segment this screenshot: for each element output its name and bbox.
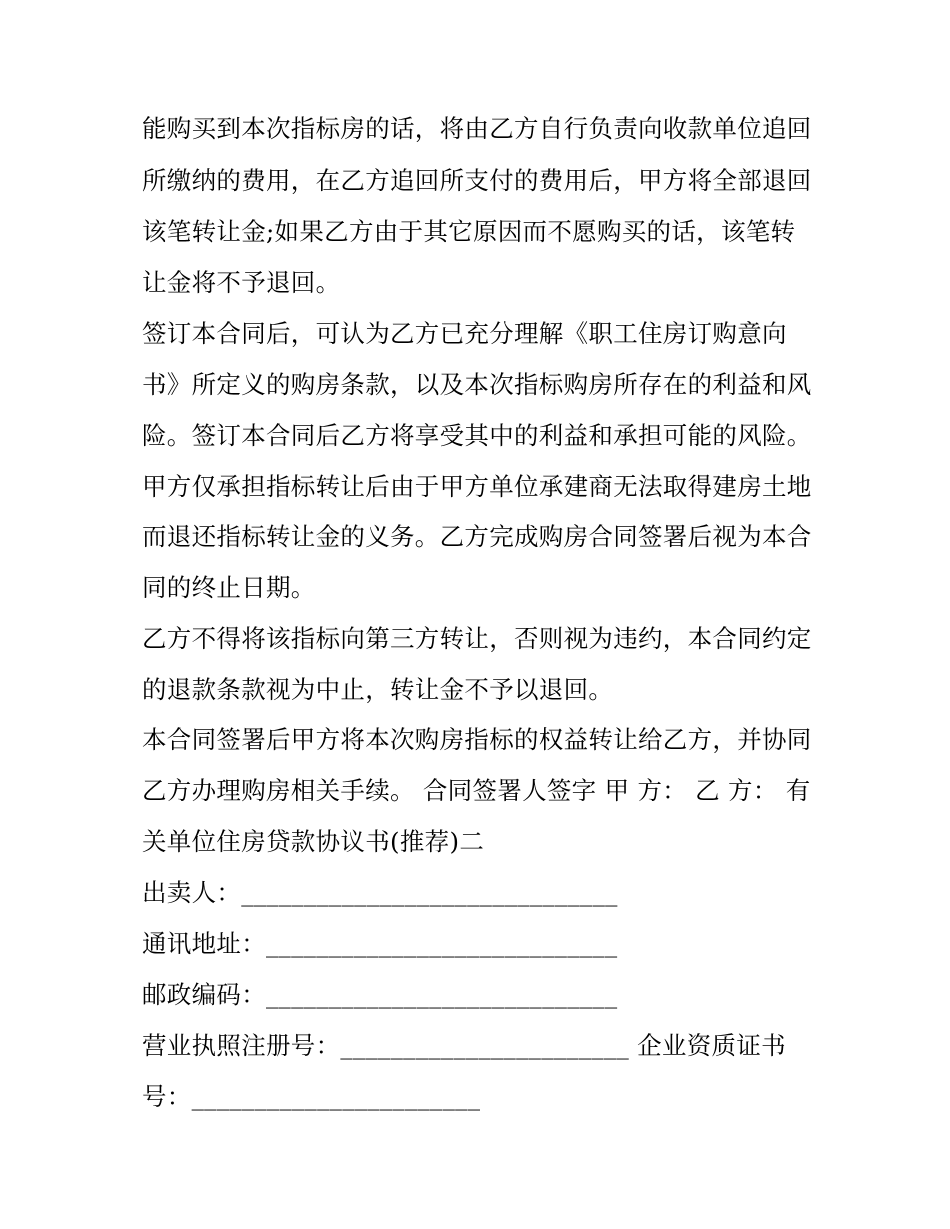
text-line: 书》所定义的购房条款，以及本次指标购房所存在的利益和风 [142,370,812,399]
text-line: 乙方办理购房相关手续。 合同签署人签字 甲 方： 乙 方： 有 [142,776,811,805]
text-line: 能购买到本次指标房的话，将由乙方自行负责向收款单位追回 [142,114,812,143]
text-line: 所缴纳的费用，在乙方追回所支付的费用后，甲方将全部退回 [142,166,812,195]
form-field-license: 营业执照注册号：_______________________ 企业资质证书 [142,1031,786,1060]
form-field-seller: 出卖人：______________________________ [142,878,618,907]
form-field-address: 通讯地址：____________________________ [142,929,618,958]
text-line: 该笔转让金;如果乙方由于其它原因而不愿购买的话，该笔转 [142,217,796,246]
text-line: 险。签订本合同后乙方将享受其中的利益和承担可能的风险。 [142,421,812,450]
text-line: 的退款条款视为中止，转让金不予以退回。 [142,675,614,704]
text-line: 同的终止日期。 [142,573,316,602]
text-line: 关单位住房贷款协议书(推荐)二 [142,827,485,856]
text-line: 签订本合同后，可认为乙方已充分理解《职工住房订购意向 [142,319,787,348]
form-field-postcode: 邮政编码：____________________________ [142,980,618,1009]
form-field-certificate: 号：_______________________ [142,1082,481,1111]
text-line: 甲方仅承担指标转让后由于甲方单位承建商无法取得建房土地 [142,472,812,501]
text-line: 让金将不予退回。 [142,268,341,297]
text-line: 乙方不得将该指标向第三方转让，否则视为违约，本合同约定 [142,624,812,653]
text-line: 本合同签署后甲方将本次购房指标的权益转让给乙方，并协同 [142,725,812,754]
text-line: 而退还指标转让金的义务。乙方完成购房合同签署后视为本合 [142,522,812,551]
